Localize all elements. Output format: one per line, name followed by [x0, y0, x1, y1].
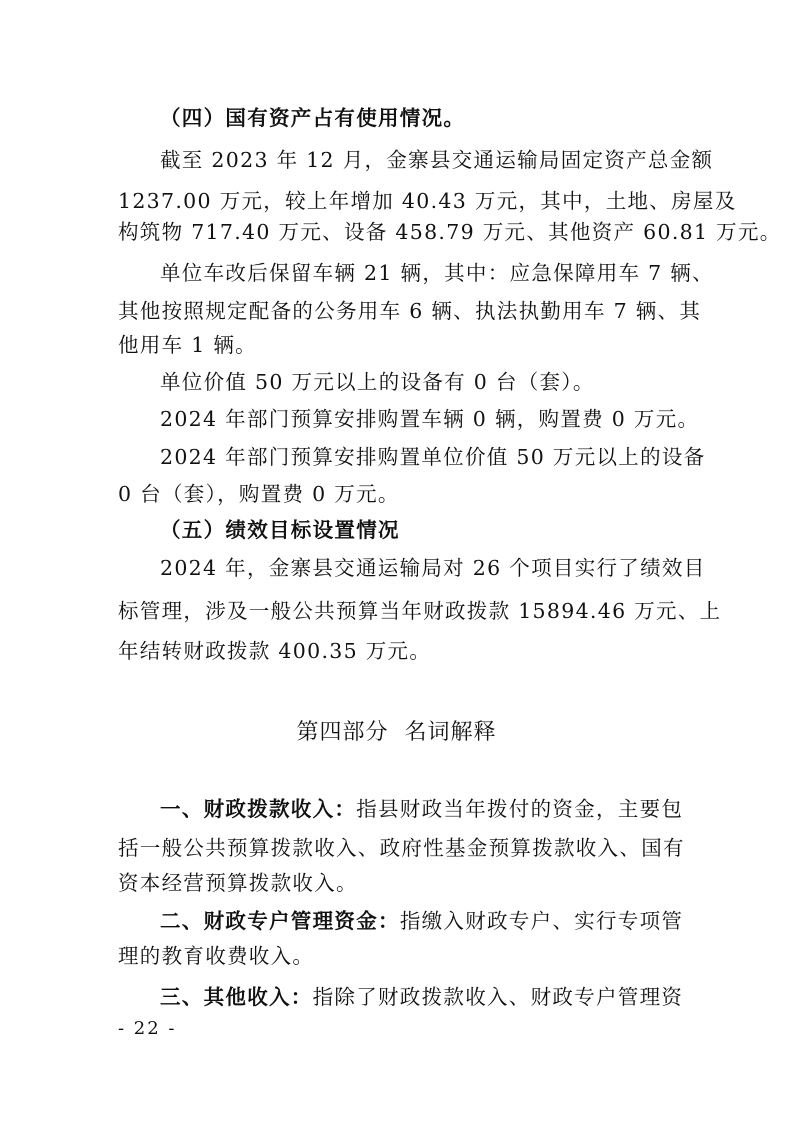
term-label: 二、财政专户管理资金： — [160, 909, 400, 933]
paragraph-line: 截至 2023 年 12 月，金寨县交通运输局固定资产总金额 — [160, 148, 714, 172]
paragraph-line: 0 台（套），购置费 0 万元。 — [118, 482, 400, 506]
paragraph-line: 他用车 1 辆。 — [118, 333, 257, 357]
term-3-first-line — [160, 982, 684, 1012]
paragraph-line: 年结转财政拨款 400.35 万元。 — [118, 639, 432, 663]
term-2-first-line — [160, 906, 684, 936]
paragraph-line: 括一般公共预算拨款收入、政府性基金预算拨款收入、国有 — [118, 836, 685, 860]
paragraph-line: 构筑物 717.40 万元、设备 458.79 万元、其他资产 60.81 万元。 — [118, 220, 782, 244]
paragraph-line: 资本经营预算拨款收入。 — [118, 871, 358, 895]
term-text: 指除了财政拨款收入、财政专户管理资 — [312, 985, 684, 1009]
paragraph-line: 2024 年部门预算安排购置单位价值 50 万元以上的设备 — [160, 445, 706, 469]
term-text: 指缴入财政专户、实行专项管 — [399, 909, 684, 933]
term-label: 三、其他收入： — [160, 985, 313, 1009]
section-5-heading: （五）绩效目标设置情况 — [160, 518, 400, 542]
paragraph-line: 理的教育收费收入。 — [118, 944, 315, 968]
paragraph-line: 标管理，涉及一般公共预算当年财政拨款 15894.46 万元、上 — [118, 599, 722, 623]
paragraph-line: 1237.00 万元，较上年增加 40.43 万元，其中，土地、房屋及 — [118, 189, 737, 213]
part-title: 第四部分 名词解释 — [296, 720, 497, 745]
page-number: - 22 - — [118, 1018, 177, 1039]
section-4-heading: （四）国有资产占有使用情况。 — [160, 106, 466, 130]
paragraph-line: 单位车改后保留车辆 21 辆，其中：应急保障用车 7 辆、 — [160, 261, 714, 285]
paragraph-line: 其他按照规定配备的公务用车 6 辆、执法执勤用车 7 辆、其 — [118, 299, 702, 323]
term-1-first-line — [160, 794, 684, 824]
term-label: 一、财政拨款收入： — [160, 797, 357, 821]
term-text: 指县财政当年拨付的资金，主要包 — [356, 797, 684, 821]
paragraph-line: 2024 年，金寨县交通运输局对 26 个项目实行了绩效目 — [160, 556, 706, 580]
paragraph-line: 单位价值 50 万元以上的设备有 0 台（套）。 — [160, 370, 595, 394]
paragraph-line: 2024 年部门预算安排购置车辆 0 辆，购置费 0 万元。 — [160, 407, 700, 431]
